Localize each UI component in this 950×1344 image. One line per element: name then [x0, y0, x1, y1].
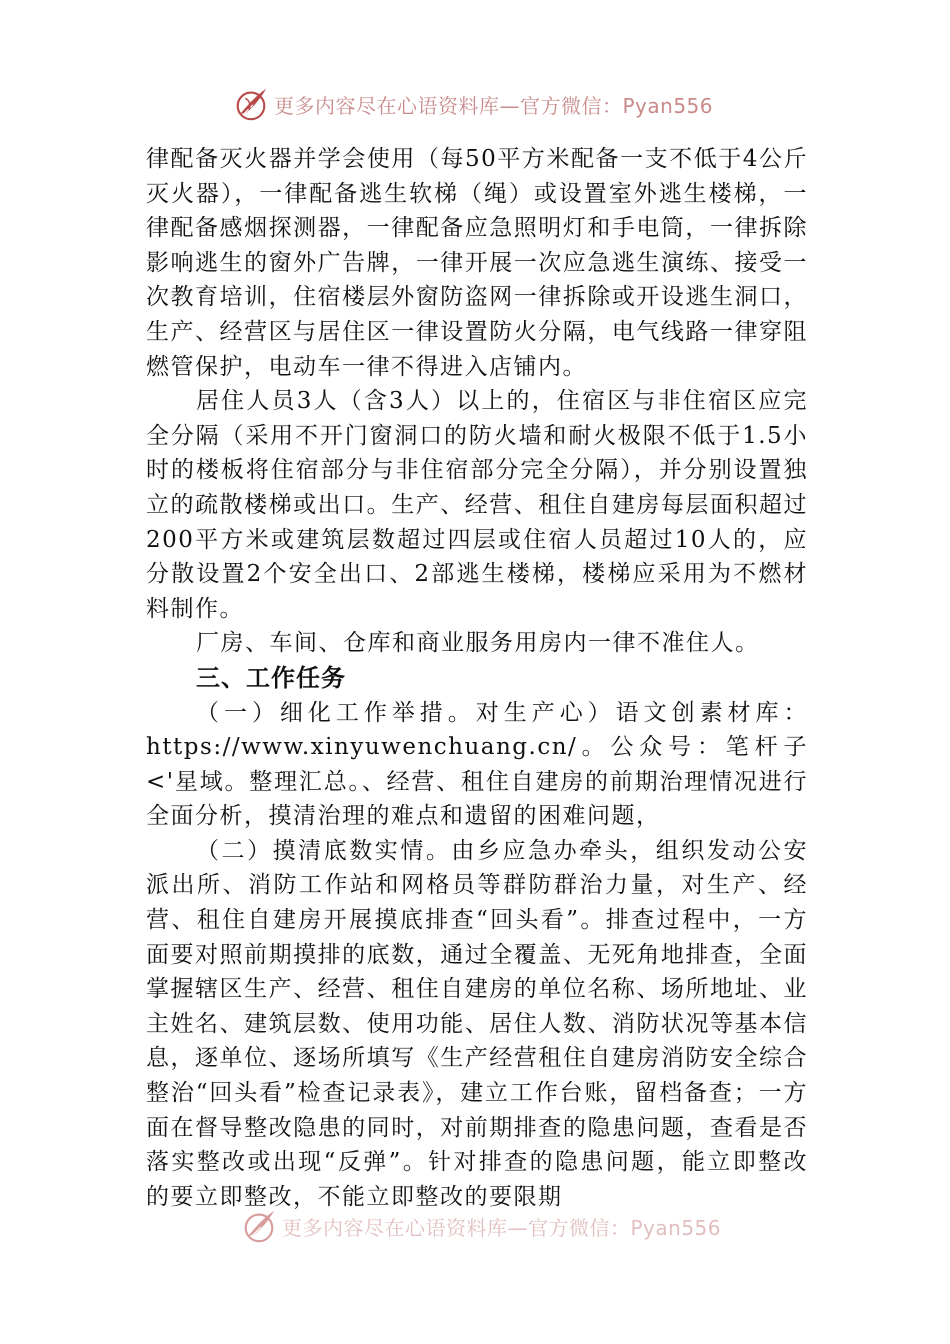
header-watermark [232, 84, 713, 124]
paragraph-no-residence: 厂房、车间、仓库和商业服务用房内一律不准住人。 [196, 630, 760, 657]
paragraph-task-2: （二）摸清底数实情。由乡应急办牵头，组织发动公安派出所、消防工作站和网格员等群防群治力量，对生产、经营、租住自建房开展摸底排查“回头看”。排查过程中，一方面要对照前期摸排的底数，通过全覆盖、无死角地排查，全面掌握辖区生产、经营、租住自建房的单位名称、场所地址、业主姓名、建筑层数、使用功能、居住人数、消防状况等基本信息，逐单位、逐场所填写《生产经营租住自建房消防安全综合整治“回头看”检查记录表》，建立工作台账，留档备查；一方面在督导整改隐患的同时，对前期排查的隐患问题，查看是否落实整改或出现“反弹”。针对排查的隐患问题，能立即整改的要立即整改，不能立即整改的要限期 [146, 837, 808, 1210]
footer-watermark [240, 1206, 721, 1246]
watermark-text: 更多内容尽在心语资料库—官方微信：Pyan556 [274, 93, 714, 118]
paragraph-task-1: （一）细化工作举措。对生产心）语文创素材库：https://www.xinyuwenchuang.cn/。公众号：笔杆子<'星域。整理汇总。、经营、租住自建房的前期治理情况进行全面分析，摸清治理的难点和遗留的困难问题， [146, 699, 808, 830]
section-heading-tasks: 三、工作任务 [196, 663, 346, 692]
watermark-text: 更多内容尽在心语资料库—官方微信：Pyan556 [282, 1215, 722, 1240]
feather-quill-seal-icon [240, 1207, 278, 1245]
document-body [146, 142, 808, 1214]
feather-quill-seal-icon [232, 85, 270, 123]
paragraph-residents: 居住人员3人（含3人）以上的，住宿区与非住宿区应完全分隔（采用不开门窗洞口的防火墙和耐火极限不低于1.5小时的楼板将住宿部分与非住宿部分完全分隔），并分别设置独立的疏散楼梯或出口。生产、经营、租住自建房每层面积超过200平方米或建筑层数超过四层或住宿人员超过10人的，应分散设置2个安全出口、2部逃生楼梯，楼梯应采用为不燃材料制作。 [146, 388, 808, 622]
paragraph-continued: 律配备灭火器并学会使用（每50平方米配备一支不低于4公斤灭火器），一律配备逃生软梯（绳）或设置室外逃生楼梯，一律配备感烟探测器，一律配备应急照明灯和手电筒，一律拆除影响逃生的窗外广告牌，一律开展一次应急逃生演练、接受一次教育培训，住宿楼层外窗防盗网一律拆除或开设逃生洞口，生产、经营区与居住区一律设置防火分隔，电气线路一律穿阻燃管保护，电动车一律不得进入店铺内。 [146, 146, 808, 380]
